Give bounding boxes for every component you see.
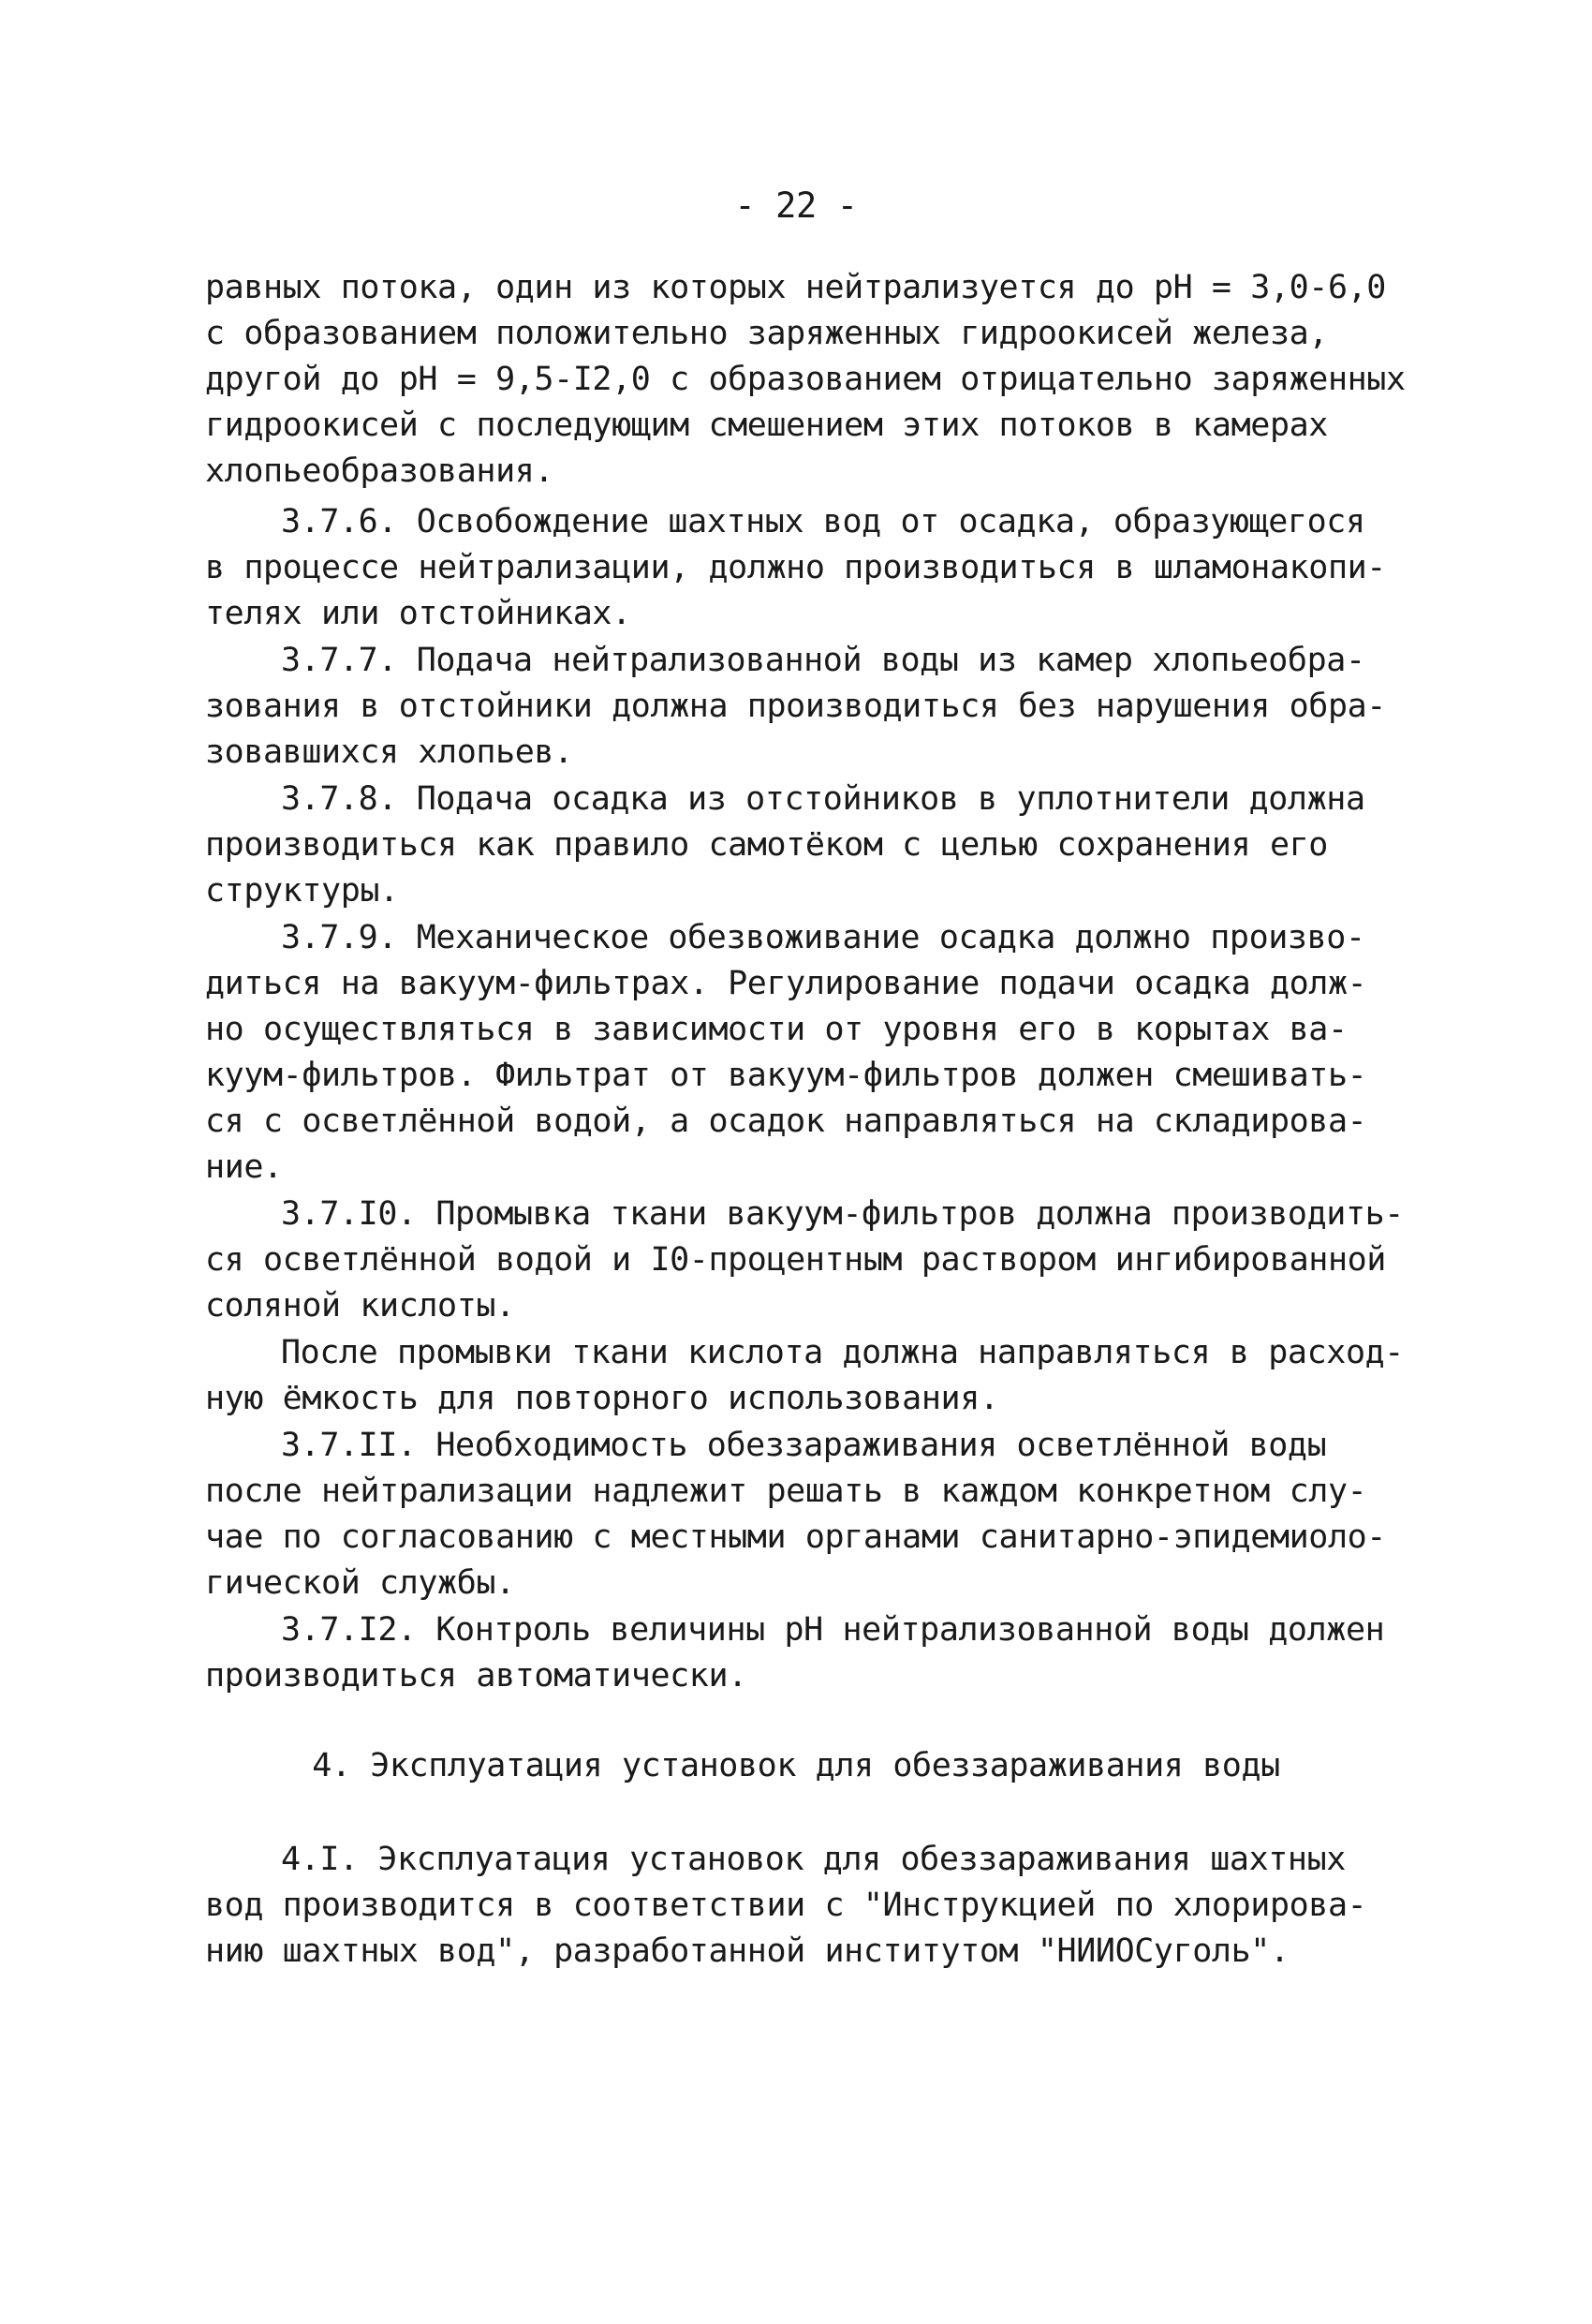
text-line: зовавшихся хлопьев. (205, 733, 573, 771)
text-line: куум-фильтров. Фильтрат от вакуум-фильтров должен смешивать- (205, 1057, 1367, 1094)
text-line: ся с осветлённой водой, а осадок направляться на складирова- (205, 1103, 1367, 1140)
text-line: в процессе нейтрализации, должно производиться в шламонакопи- (205, 549, 1386, 586)
text-line: производиться как правило самотёком с целью сохранения его (205, 826, 1328, 864)
text-line: равных потока, один из которых нейтрализуется до pH = 3,0-6,0 (205, 269, 1386, 306)
paragraph-3-7-12-start: 3.7.I2. Контроль величины pH нейтрализованной воды должен (281, 1611, 1385, 1649)
paragraph-3-7-10-start: 3.7.I0. Промывка ткани вакуум-фильтров должна производить- (281, 1195, 1404, 1233)
text-line: ную ёмкость для повторного использования. (205, 1380, 999, 1417)
paragraph-3-7-7-start: 3.7.7. Подача нейтрализованной воды из камер хлопьеобра- (281, 642, 1365, 679)
text-line: гической службы. (205, 1564, 515, 1602)
paragraph-3-7-9-start: 3.7.9. Механическое обезвоживание осадка должно произво- (281, 919, 1365, 956)
text-line: зования в отстойники должна производиться без нарушения обра- (205, 688, 1386, 725)
text-line: чае по согласованию с местными органами санитарно-эпидемиоло- (205, 1518, 1386, 1556)
text-line: телях или отстойниках. (205, 595, 631, 632)
page-number: - 22 - (734, 185, 858, 226)
text-line: хлопьеобразования. (205, 452, 554, 490)
text-line: соляной кислоты. (205, 1287, 515, 1325)
text-line: производиться автоматически. (205, 1657, 747, 1695)
text-line: ся осветлённой водой и I0-процентным раствором ингибированной (205, 1241, 1386, 1279)
paragraph-3-7-8-start: 3.7.8. Подача осадка из отстойников в уплотнители должна (281, 780, 1365, 818)
section-heading: 4. Эксплуатация установок для обеззараживания воды (312, 1747, 1280, 1784)
paragraph-3-7-11-start: 3.7.II. Необходимость обеззараживания осветлённой воды (281, 1427, 1327, 1464)
text-line: диться на вакуум-фильтрах. Регулирование подачи осадка долж- (205, 965, 1367, 1002)
text-line: вод производится в соответствии с "Инструкцией по хлорирова- (205, 1887, 1367, 1924)
text-line: но осуществляться в зависимости от уровня его в корытах ва- (205, 1011, 1348, 1048)
text-line: после нейтрализации надлежит решать в каждом конкретном слу- (205, 1473, 1367, 1510)
text-line: нию шахтных вод", разработанной институтом "НИИОСуголь". (205, 1932, 1290, 1970)
paragraph-3-7-6-start: 3.7.6. Освобождение шахтных вод от осадка, образующегося (281, 503, 1365, 540)
text-line: структуры. (205, 872, 399, 910)
paragraph-rinse-start: После промывки ткани кислота должна направляться в расход- (281, 1334, 1404, 1371)
text-line: гидроокисей с последующим смешением этих потоков в камерах (205, 407, 1328, 444)
text-line: ние. (205, 1148, 283, 1186)
text-line: с образованием положительно заряженных гидроокисей железа, (205, 315, 1328, 352)
text-line: другой до pH = 9,5-I2,0 с образованием отрицательно заряженных (205, 361, 1406, 398)
paragraph-4-1-start: 4.I. Эксплуатация установок для обеззараживания шахтных (281, 1841, 1346, 1878)
